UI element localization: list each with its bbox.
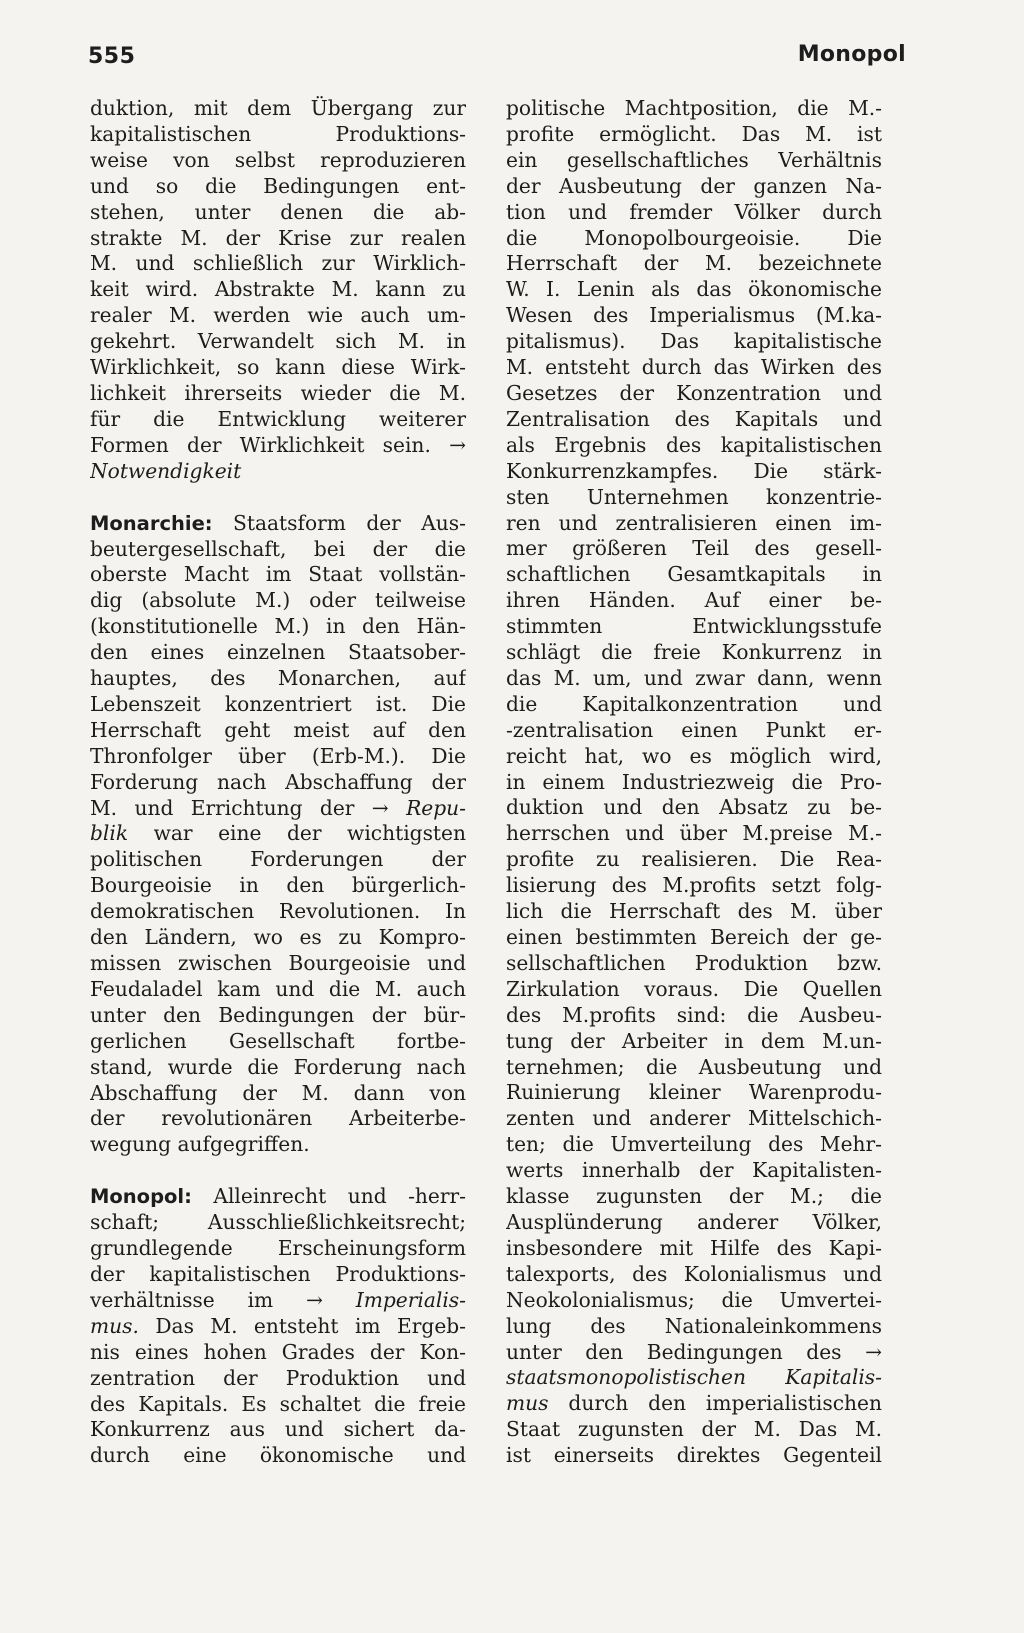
text-line: mus. Das M. entsteht im Ergeb- (90, 1313, 466, 1338)
text-line: tion und fremder Völker durch (506, 199, 882, 224)
text-line: der revolutionären Arbeiterbe- (90, 1106, 466, 1131)
text-line: ist einerseits direktes Gegenteil (506, 1443, 882, 1468)
text-line: Abschaffung der M. dann von (90, 1080, 466, 1105)
text-line: sten Unternehmen konzentrie- (506, 484, 882, 509)
text-line: die Monopolbourgeoisie. Die (506, 225, 882, 250)
text-line: ternehmen; die Ausbeutung und (506, 1054, 882, 1079)
text-line: Konkurrenz aus und sichert da- (90, 1417, 466, 1442)
text-line: der kapitalistischen Produktions- (90, 1261, 466, 1286)
text-line: ein gesellschaftliches Verhältnis (506, 147, 882, 172)
text-line: Feudaladel kam und die M. auch (90, 976, 466, 1001)
text-line: politischen Forderungen der (90, 847, 466, 872)
text-line: Neokolonialismus; die Umvertei- (506, 1287, 882, 1312)
text-line: gerlichen Gesellschaft fortbe- (90, 1028, 466, 1053)
text-line: einen bestimmten Bereich der ge- (506, 925, 882, 949)
text-line: Zirkulation voraus. Die Quellen (506, 976, 882, 1001)
text-line: unter den Bedingungen der bür- (90, 1002, 466, 1027)
running-head: Monopol (797, 42, 906, 67)
text-line (90, 459, 466, 485)
text-line: oberste Macht im Staat vollstän- (90, 562, 466, 587)
text-line: des Kapitals. Es schaltet die freie (90, 1391, 466, 1416)
text-line: sellschaftlichen Produktion bzw. (506, 950, 882, 975)
cross-reference-link[interactable]: Imperialis- (355, 1287, 466, 1312)
text-line: -zentralisation einen Punkt er- (506, 717, 882, 742)
text-line: W. I. Lenin als das ökonomische (506, 277, 882, 302)
text-line: lichkeit ihrerseits wieder die M. (90, 380, 466, 405)
text-line: durch eine ökonomische und (90, 1443, 466, 1468)
text-line: Forderung nach Abschaffung der (90, 769, 466, 794)
text-line: den Ländern, wo es zu Kompro- (90, 925, 466, 950)
text-line: in einem Industriezweig die Pro- (506, 769, 882, 794)
text-line (506, 1365, 882, 1391)
text-line: stimmten Entwicklungsstufe (506, 614, 882, 639)
text-line: lung des Nationaleinkommens (506, 1313, 882, 1338)
text-line: duktion, mit dem Übergang zur (90, 96, 466, 120)
text-line: strakte M. der Krise zur realen (90, 225, 466, 250)
text-line: profite zu realisieren. Die Rea- (506, 847, 882, 872)
text-line: werts innerhalb der Kapitalisten- (506, 1158, 882, 1183)
headword-monopol: Monopol: (90, 1185, 192, 1209)
text-line: mus durch den imperialistischen (506, 1391, 882, 1416)
text-line: weise von selbst reproduzieren (90, 147, 466, 172)
text-line: realer M. werden wie auch um- (90, 303, 466, 328)
text-line: Monopol: Alleinrecht und -herr- (90, 1184, 466, 1209)
text-line: Staat zugunsten der M. Das M. (506, 1417, 882, 1442)
text-line: talexports, des Kolonialismus und (506, 1261, 882, 1286)
text-line: wegung aufgegriffen. (90, 1132, 310, 1157)
text-line: Thronfolger über (Erb-M.). Die (90, 743, 466, 768)
text-line: politische Machtposition, die M.- (506, 96, 882, 120)
entry-continuation (90, 96, 466, 459)
text-line: und so die Bedingungen ent- (90, 173, 466, 198)
text-line: als Ergebnis des kapitalistischen (506, 432, 882, 457)
text-line: stand, wurde die Forderung nach (90, 1054, 466, 1079)
text-line: hauptes, des Monarchen, auf (90, 666, 466, 691)
text-line: ren und zentralisieren einen im- (506, 510, 882, 535)
cross-reference-link[interactable]: staatsmonopolistischen Kapitalis- (506, 1365, 882, 1390)
page-number: 555 (88, 44, 136, 69)
text-line: schaft; Ausschließlichkeitsrecht; (90, 1210, 466, 1235)
text-line: der Ausbeutung der ganzen Na- (506, 173, 882, 198)
text-line: lich die Herrschaft des M. über (506, 899, 882, 924)
text-line: Herrschaft der M. bezeichnete (506, 251, 882, 276)
cross-reference-link[interactable]: Repu- (406, 795, 466, 820)
text-line: verhältnisse im → Imperialis- (90, 1287, 466, 1312)
text-line: keit wird. Abstrakte M. kann zu (90, 277, 466, 302)
text-line: Formen der Wirklichkeit sein. → (90, 432, 466, 457)
text-line: Konkurrenzkampfes. Die stärk- (506, 458, 882, 483)
text-line: die Kapitalkonzentration und (506, 691, 882, 716)
text-line: Gesetzes der Konzentration und (506, 380, 882, 405)
text-line: klasse zugunsten der M.; die (506, 1184, 882, 1209)
text-line: den eines einzelnen Staatsober- (90, 640, 466, 665)
text-line: Lebenszeit konzentriert ist. Die (90, 691, 466, 716)
text-line: grundlegende Erscheinungsform (90, 1236, 466, 1261)
text-line: stehen, unter denen die ab- (90, 199, 466, 224)
text-line: Bourgeoisie in den bürgerlich- (90, 873, 466, 898)
text-line: beutergesellschaft, bei der die (90, 536, 466, 561)
text-line: zentration der Produktion und (90, 1365, 466, 1390)
text-line: zenten und anderer Mittelschich- (506, 1106, 882, 1131)
text-line: schlägt die freie Konkurrenz in (506, 640, 882, 665)
right-column (506, 96, 882, 1469)
text-line: profite ermöglicht. Das M. ist (506, 121, 882, 146)
text-line: pitalismus). Das kapitalistische (506, 329, 882, 354)
text-line: nis eines hohen Grades der Kon- (90, 1339, 466, 1364)
text-line: duktion und den Absatz zu be- (506, 795, 882, 820)
text-line: missen zwischen Bourgeoisie und (90, 951, 466, 975)
text-line: kapitalistischen Produktions- (90, 121, 466, 146)
headword-monarchie: Monarchie: (90, 511, 213, 535)
text-line: für die Entwicklung weiterer (90, 406, 466, 431)
text-line: M. entsteht durch das Wirken des (506, 355, 882, 380)
text-line: ten; die Umverteilung des Mehr- (506, 1132, 882, 1157)
text-line: schaftlichen Gesamtkapitals in (506, 562, 882, 587)
text-line: insbesondere mit Hilfe des Kapi- (506, 1235, 882, 1260)
cross-reference-link[interactable]: mus. (90, 1313, 139, 1338)
text-line: Ruinierung kleiner Warenprodu- (506, 1080, 882, 1105)
text-line: lisierung des M.profits setzt folg- (506, 873, 882, 898)
text-line: ihren Händen. Auf einer be- (506, 588, 882, 613)
text-line: unter den Bedingungen des → (506, 1339, 882, 1364)
text-line: Zentralisation des Kapitals und (506, 406, 882, 431)
cross-reference-link[interactable]: blik (90, 821, 129, 846)
text-line: Ausplünderung anderer Völker, (506, 1209, 882, 1234)
text-line: Wirklichkeit, so kann diese Wirk- (90, 355, 466, 380)
text-line: dig (absolute M.) oder teilweise (90, 588, 466, 613)
text-line: (konstitutionelle M.) in den Hän- (90, 614, 466, 639)
text-line: gekehrt. Verwandelt sich M. in (90, 329, 466, 354)
text-line: das M. um, und zwar dann, wenn (506, 665, 882, 690)
text-line: herrschen und über M.preise M.- (506, 821, 882, 846)
text-line: Monarchie: Staatsform der Aus- (90, 510, 466, 535)
text-line: des M.profits sind: die Ausbeu- (506, 1002, 882, 1027)
text-line: blik war eine der wichtigsten (90, 821, 466, 846)
entry-monarchie (90, 511, 466, 1159)
cross-reference-link[interactable]: mus (506, 1391, 549, 1416)
text-line: demokratischen Revolutionen. In (90, 899, 466, 924)
entry-monopol (90, 1184, 466, 1469)
text-line: M. und Errichtung der → Repu- (90, 795, 466, 820)
text-line: Herrschaft geht meist auf den (90, 717, 466, 742)
text-line: Wesen des Imperialismus (M.ka- (506, 303, 882, 328)
text-line: mer größeren Teil des gesell- (506, 536, 882, 561)
text-line: reicht hat, wo es möglich wird, (506, 743, 882, 768)
text-line: M. und schließlich zur Wirklich- (90, 251, 466, 276)
cross-reference-link[interactable]: Notwendigkeit (90, 458, 242, 483)
left-column (90, 96, 466, 1469)
text-line: tung der Arbeiter in dem M.un- (506, 1028, 882, 1053)
